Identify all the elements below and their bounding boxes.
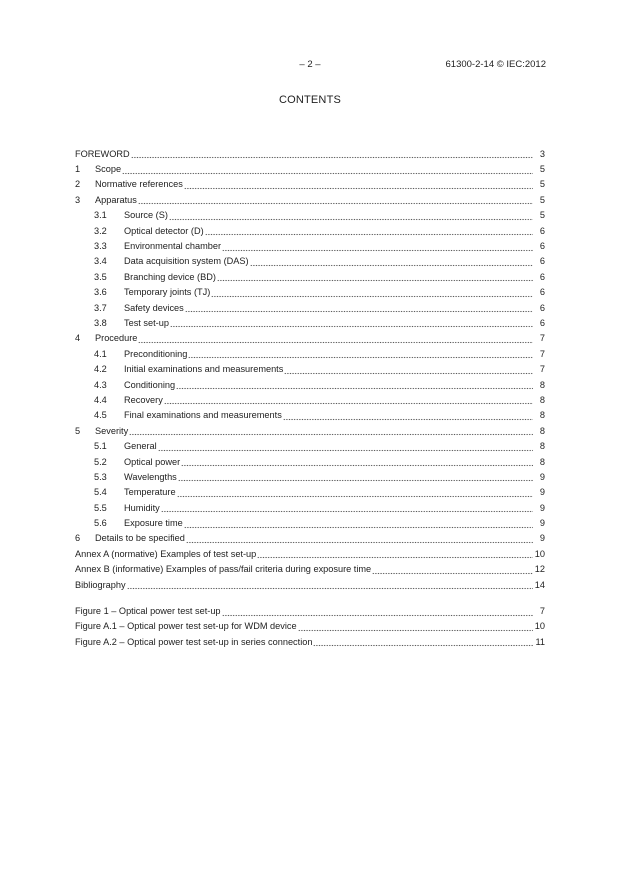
toc-entry-page: 9 <box>539 518 545 529</box>
toc-entry[interactable] <box>75 223 545 238</box>
toc-entry-title: General <box>124 441 157 452</box>
toc-entry-number: 5.6 <box>94 518 107 529</box>
toc-entry-title: Final examinations and measurements <box>124 410 282 421</box>
toc-entry[interactable] <box>75 300 545 315</box>
toc-entry-page: 9 <box>539 533 545 544</box>
toc-entry-title: Severity <box>95 425 129 436</box>
toc-entry-title: Annex B (informative) Examples of pass/fail criteria during exposure time <box>75 564 372 575</box>
toc-entry-title: Annex A (normative) Examples of test set-up <box>75 548 257 559</box>
toc-entry-number: 5.3 <box>94 471 107 482</box>
toc-entry-number: 5.2 <box>94 456 107 467</box>
toc-dot-leader <box>170 319 533 329</box>
toc-dot-leader <box>127 581 533 591</box>
toc-entry[interactable] <box>75 361 545 376</box>
toc-entry-number: 5 <box>75 425 81 436</box>
toc-entry[interactable] <box>75 423 545 438</box>
toc-entry[interactable] <box>75 634 545 649</box>
toc-entry-number: 3.5 <box>94 271 107 282</box>
toc-entry-number: 6 <box>75 533 81 544</box>
toc-entry-number: 4 <box>75 333 81 344</box>
toc-entry-number: 4.5 <box>94 410 107 421</box>
toc-entry-title: Data acquisition system (DAS) <box>124 256 249 267</box>
toc-dot-leader <box>205 227 533 237</box>
toc-dot-leader <box>284 365 533 375</box>
toc-dot-leader <box>185 304 533 314</box>
toc-entry-page: 5 <box>539 179 545 190</box>
toc-entry[interactable] <box>75 469 545 484</box>
toc-entry[interactable] <box>75 500 545 515</box>
toc-dot-leader <box>161 504 533 514</box>
toc-dot-leader <box>169 211 533 221</box>
toc-entry-title: Figure A.2 – Optical power test set-up in series connection <box>75 636 313 647</box>
toc-entry-page: 5 <box>539 194 545 205</box>
toc-entry-page: 6 <box>539 287 545 298</box>
toc-entry-title: Test set-up <box>124 317 169 328</box>
toc-entry-page: 5 <box>539 210 545 221</box>
toc-entry-title: Branching device (BD) <box>124 271 216 282</box>
toc-entry-page: 9 <box>539 487 545 498</box>
toc-entry-number: 3.2 <box>94 225 107 236</box>
toc-entry-page: 8 <box>539 410 545 421</box>
toc-entry-page: 9 <box>539 471 545 482</box>
toc-entry-page: 8 <box>539 379 545 390</box>
toc-entry-title: Normative references <box>95 179 183 190</box>
toc-entry[interactable] <box>75 285 545 300</box>
toc-entry-number: 5.1 <box>94 441 107 452</box>
toc-entry-page: 6 <box>539 317 545 328</box>
toc-entry[interactable] <box>75 562 545 577</box>
toc-dot-leader <box>181 458 533 468</box>
toc-dot-leader <box>178 473 533 483</box>
toc-dot-leader <box>186 534 533 544</box>
toc-entry-page: 7 <box>539 364 545 375</box>
toc-entry[interactable] <box>75 346 545 361</box>
toc-entry[interactable] <box>75 515 545 530</box>
toc-entry-number: 3.3 <box>94 241 107 252</box>
toc-entry-number: 4.3 <box>94 379 107 390</box>
page-header <box>0 59 620 73</box>
toc-dot-leader <box>372 565 533 575</box>
toc-entry-page: 3 <box>539 148 545 159</box>
toc-entry-page: 6 <box>539 225 545 236</box>
toc-entry-title: Bibliography <box>75 579 126 590</box>
toc-entry-page: 6 <box>539 256 545 267</box>
toc-entry-number: 3.8 <box>94 317 107 328</box>
toc-entry-page: 10 <box>534 621 545 632</box>
toc-entry-title: Environmental chamber <box>124 241 222 252</box>
toc-entry-number: 1 <box>75 164 81 175</box>
contents-title: CONTENTS <box>278 94 342 106</box>
toc-entry-page: 6 <box>539 302 545 313</box>
toc-entry-title: Humidity <box>124 502 160 513</box>
toc-entry[interactable] <box>75 531 545 546</box>
toc-dot-leader <box>283 411 533 421</box>
toc-entry[interactable] <box>75 146 545 161</box>
toc-entry[interactable] <box>75 208 545 223</box>
toc-entry-page: 8 <box>539 456 545 467</box>
toc-entry-title: Wavelengths <box>124 471 177 482</box>
toc-entry-title: Optical power <box>124 456 181 467</box>
toc-entry[interactable] <box>75 577 545 592</box>
toc-entry-page: 7 <box>539 333 545 344</box>
toc-entry-page: 5 <box>539 164 545 175</box>
toc-entry[interactable] <box>75 603 545 618</box>
toc-entry-number: 4.2 <box>94 364 107 375</box>
toc-entry-title: Optical detector (D) <box>124 225 204 236</box>
toc-entry-page: 8 <box>539 394 545 405</box>
toc-dot-leader <box>257 550 533 560</box>
toc-entry-page: 6 <box>539 271 545 282</box>
toc-entry-page: 14 <box>534 579 545 590</box>
toc-dot-leader <box>177 488 533 498</box>
toc-dot-leader <box>222 607 533 617</box>
toc-dot-leader <box>184 519 533 529</box>
toc-entry-page: 12 <box>534 564 545 575</box>
toc-entry[interactable] <box>75 315 545 330</box>
toc-dot-leader <box>164 396 533 406</box>
toc-entry-number: 3.4 <box>94 256 107 267</box>
toc-entry[interactable] <box>75 454 545 469</box>
toc-entry[interactable] <box>75 238 545 253</box>
toc-entry[interactable] <box>75 392 545 407</box>
toc-entry[interactable] <box>75 485 545 500</box>
toc-entry-number: 5.4 <box>94 487 107 498</box>
toc-entry-page: 6 <box>539 241 545 252</box>
toc-dot-leader <box>158 442 533 452</box>
toc-entry-page: 7 <box>539 348 545 359</box>
toc-dot-leader <box>298 622 533 632</box>
toc-entry-page: 11 <box>535 636 545 647</box>
document-reference: 61300-2-14 © IEC:2012 <box>445 59 546 70</box>
toc-entry-title: Exposure time <box>124 518 183 529</box>
toc-entry-page: 7 <box>539 606 545 617</box>
toc-entry-page: 8 <box>539 441 545 452</box>
toc-entry-title: Temporary joints (TJ) <box>124 287 211 298</box>
toc-dot-leader <box>188 350 533 360</box>
toc-entry-number: 3.6 <box>94 287 107 298</box>
toc-entry-title: Preconditioning <box>124 348 188 359</box>
toc-entry-number: 3 <box>75 194 81 205</box>
toc-entry-title: Safety devices <box>124 302 184 313</box>
toc-dot-leader <box>222 242 533 252</box>
toc-entry[interactable] <box>75 546 545 561</box>
toc-dot-leader <box>250 257 533 267</box>
toc-entry-number: 3.1 <box>94 210 107 221</box>
toc-dot-leader <box>131 150 533 160</box>
toc-entry-title: Scope <box>95 164 122 175</box>
toc-entry[interactable] <box>75 377 545 392</box>
page-number: – 2 – <box>299 59 321 70</box>
toc-entry[interactable] <box>75 177 545 192</box>
toc-entry-title: Source (S) <box>124 210 168 221</box>
toc-entry-title: FOREWORD <box>75 148 130 159</box>
toc-dot-leader <box>138 334 533 344</box>
toc-entry-title: Temperature <box>124 487 176 498</box>
table-of-contents <box>75 146 545 650</box>
toc-dot-leader <box>217 273 533 283</box>
toc-entry[interactable] <box>75 408 545 423</box>
toc-entry-title: Initial examinations and measurements <box>124 364 284 375</box>
toc-dot-leader <box>211 288 533 298</box>
toc-entry-number: 2 <box>75 179 81 190</box>
toc-entry[interactable] <box>75 331 545 346</box>
toc-dot-leader <box>129 427 533 437</box>
toc-entry-number: 3.7 <box>94 302 107 313</box>
toc-entry-title: Procedure <box>95 333 138 344</box>
toc-entry-number: 4.4 <box>94 394 107 405</box>
toc-entry[interactable] <box>75 254 545 269</box>
toc-entry-title: Figure A.1 – Optical power test set-up for WDM device <box>75 621 297 632</box>
toc-entry-number: 5.5 <box>94 502 107 513</box>
toc-dot-leader <box>313 638 533 648</box>
toc-entry[interactable] <box>75 269 545 284</box>
toc-entry-page: 10 <box>534 548 545 559</box>
toc-entry[interactable] <box>75 619 545 634</box>
toc-entry-page: 8 <box>539 425 545 436</box>
toc-entry-title: Conditioning <box>124 379 176 390</box>
toc-entry-title: Figure 1 – Optical power test set-up <box>75 606 221 617</box>
toc-entry[interactable] <box>75 192 545 207</box>
toc-entry[interactable] <box>75 161 545 176</box>
toc-entry-number: 4.1 <box>94 348 107 359</box>
toc-entry-title: Apparatus <box>95 194 137 205</box>
toc-dot-leader <box>138 196 533 206</box>
toc-entry-page: 9 <box>539 502 545 513</box>
toc-entry-title: Recovery <box>124 394 163 405</box>
toc-entry-title: Details to be specified <box>95 533 185 544</box>
toc-entry[interactable] <box>75 438 545 453</box>
toc-dot-leader <box>184 180 533 190</box>
toc-dot-leader <box>122 165 533 175</box>
toc-dot-leader <box>176 381 533 391</box>
